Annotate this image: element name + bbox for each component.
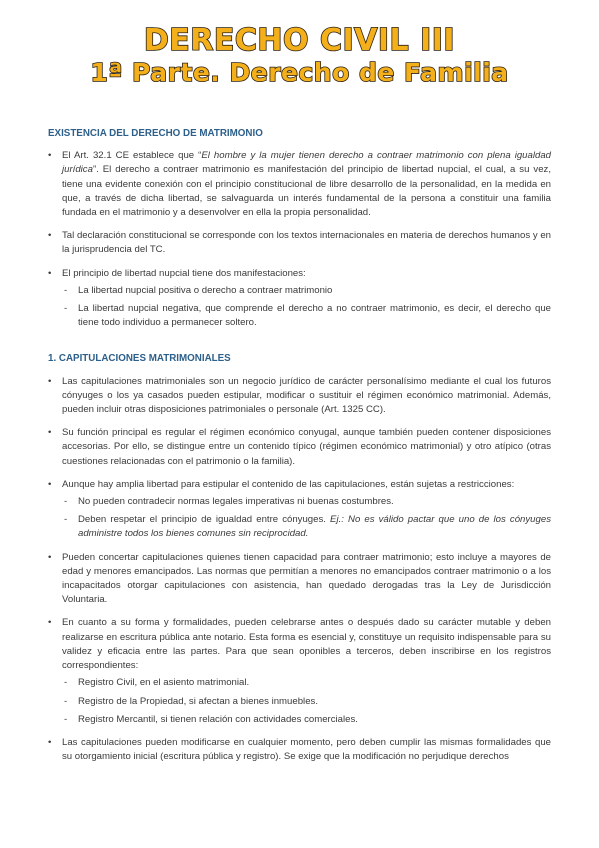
bullet-text: Pueden concertar capitulaciones quienes tienen capacidad para contraer matrimonio; esto incluye a mayores de edad y menores emancipados. Las normas que permitían a menores no emancipados contraer matrimonio o a los incapacitados otorgar capitulaciones con asistencia, han quedado derogadas tras la Ley de Jurisdicción Voluntaria. — [62, 551, 551, 606]
sub-list-item: - Registro de la Propiedad, si afectan a bienes inmuebles. — [62, 695, 551, 709]
title-line-2: 1ª Parte. Derecho de Familia — [90, 58, 509, 87]
sub-list-item — [62, 495, 551, 509]
sub-list — [62, 495, 551, 542]
sub-list-item: - La libertad nupcial negativa, que comprende el derecho a no contraer matrimonio, es decir, el derecho que tiene todo individuo a permanecer soltero. — [62, 302, 551, 330]
bullet-text: Tal declaración constitucional se corresponde con los textos internacionales en materia de derechos humanos y en la jurisprudencia del TC. — [62, 230, 551, 256]
list-item — [48, 149, 551, 220]
sub-list-item: - La libertad nupcial positiva o derecho a contraer matrimonio — [62, 284, 551, 298]
bullet-text: El Art. 32.1 CE establece que “ — [62, 150, 202, 162]
sub-list — [62, 676, 551, 727]
bullet-text: El principio de libertad nupcial tiene dos manifestaciones: — [62, 267, 306, 279]
document-title — [0, 23, 599, 87]
list-item — [48, 551, 551, 608]
title-line-1: DERECHO CIVIL III — [143, 23, 456, 58]
sub-item-text: No pueden contradecir normas legales imperativas ni buenas costumbres. — [78, 496, 394, 508]
bullet-text: Aunque hay amplia libertad para estipular el contenido de las capitulaciones, están sujetas a restricciones: — [62, 478, 515, 490]
sub-list — [62, 284, 551, 331]
sub-list-item — [62, 513, 551, 541]
bullet-text: Las capitulaciones pueden modificarse en cualquier momento, pero deben cumplir las mismas formalidades que su otorgamiento inicial (escritura pública y registro). Se exige que la modificación no perjudique derechos — [62, 736, 551, 763]
bullet-list-existencia — [48, 149, 551, 330]
list-item — [48, 478, 551, 542]
list-item — [48, 267, 551, 331]
sub-list-item: - Registro Mercantil, si tienen relación con actividades comerciales. — [62, 713, 551, 727]
list-item — [48, 616, 551, 726]
bullet-text: Su función principal es regular el régimen económico conyugal, aunque también pueden contener disposiciones accesorias. Por ello, se distingue entre un contenido típico (régimen económico matrimonial) y otro atípico (otras cuestiones relacionadas con el patrimonio o la familia). — [62, 427, 551, 467]
bullet-text: Las capitulaciones matrimoniales son un negocio jurídico de carácter personalísimo mediante el cual los futuros cónyuges o los ya casados pueden estipular, modificar o sustituir el régimen económico matrimonial. Además, pueden incluir otras disposiciones patrimoniales o personale (Art. 1325 CC). — [62, 375, 551, 416]
section-heading-capitulaciones: 1. CAPITULACIONES MATRIMONIALES — [48, 353, 231, 365]
section-heading-existencia: EXISTENCIA DEL DERECHO DE MATRIMONIO — [48, 128, 263, 139]
list-item — [48, 375, 551, 418]
bullet-list-capitulaciones — [48, 375, 551, 765]
list-item — [48, 229, 551, 257]
bullet-text: En cuanto a su forma y formalidades, pueden celebrarse antes o después dado su carácter mutable y deben realizarse en escritura pública ante notario. Esta forma es esencial y, constituye un requisito indispensable para su validez y eficacia entre las partes. Para que sean oponibles a terceros, deben inscribirse en los registros correspondientes: — [62, 617, 551, 672]
example-text: Ej.: No es válido pactar que uno de los cónyuges administre todos los bienes comunes sin reciprocidad. — [78, 514, 551, 540]
bullet-text: ”. El derecho a contraer matrimonio es manifestación del principio de libertad nupcial, el cual, a su vez, tiene una evidente conexión con el principio constitucional de libre desarrollo de la personalidad, en la medida en que, a través de dicha libertad, se salvaguarda un interés fundamental de la persona a constituir una familia fundada en el matrimonio y a desenvolver en ella la propia personalidad. — [62, 164, 551, 219]
list-item — [48, 426, 551, 469]
sub-list-item: - Registro Civil, en el asiento matrimonial. — [62, 676, 551, 690]
list-item — [48, 736, 551, 764]
quote-text: El hombre y la mujer tienen derecho a contraer matrimonio con plena igualdad jurídica — [62, 150, 551, 176]
sub-item-text: Deben respetar el principio de igualdad entre cónyuges. — [78, 514, 331, 526]
document-body — [48, 127, 551, 773]
